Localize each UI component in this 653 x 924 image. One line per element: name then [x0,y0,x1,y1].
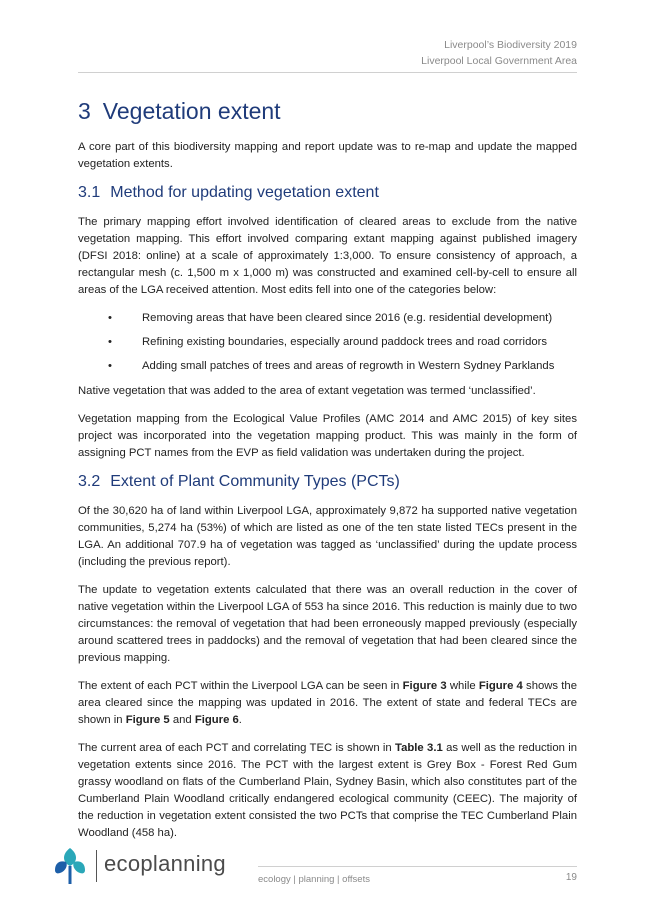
header-area: Liverpool Local Government Area [421,55,577,67]
text-run: and [169,714,195,726]
list-item-text: Adding small patches of trees and areas of regrowth in Western Sydney Parklands [142,360,555,372]
paragraph: The update to vegetation extents calculated that there was an overall reduction in the cover of native vegetation within the Liverpool LGA of 553 ha since 2016. This reduction is mainly due to two circumstances: the removal of vegetation that had been erroneously mapped previously (especially around scattered trees in paddocks) and the removal of vegetation that had been cleared since the previous mapping. [78,584,577,664]
subsection-number: 3.2 [78,473,101,490]
paragraph-table-ref [78,740,577,842]
running-header [421,37,577,69]
text-run: The current area of each PCT and correlating TEC is shown in [78,742,396,754]
table-3-1-ref[interactable]: Table 3.1 [395,742,443,754]
footer-tagline: ecology | planning | offsets [258,874,370,885]
figure-5-ref[interactable]: Figure 5 [125,714,170,726]
subsection-number: 3.1 [78,184,101,201]
header-report-title: Liverpool’s Biodiversity 2019 [444,39,577,51]
list-item-text: Removing areas that have been cleared since 2016 (e.g. residential development) [142,312,553,324]
section-heading [78,98,577,125]
list-item [78,334,577,351]
section-intro: A core part of this biodiversity mapping and report update was to re-map and update the mapped vegetation extents. [78,141,577,170]
figure-4-ref[interactable]: Figure 4 [478,680,523,692]
paragraph: The primary mapping effort involved identification of cleared areas to exclude from the native vegetation mapping. This effort involved comparing extant mapping against published imagery (DFSI 2018: online) at a scale of approximately 1:3,000. To ensure consistency of approach, a rectangular mesh (c. 1,500 m x 1,000 m) was constructed and examined cell-by-cell to ensure all areas of the LGA received attention. Most edits fell into one of the categories below: [78,216,577,296]
bullet-icon: • [108,360,112,372]
brand-name: ecoplanning [104,851,226,876]
text-run: as well as the reduction in vegetation extents since 2016. The PCT with the largest extent is Grey Box - Forest Red Gum grassy woodland on flats of the Cumberland Plain, Sydney Basin, which also constitutes part of the Cumberland Plain Woodland critically endangered ecological community (CEEC). The majority of the reduction in vegetation extent consisted the two PCTs that comprise the TEC Cumberland Plain Woodland (458 ha). [78,742,577,839]
page-content [78,98,577,853]
header-divider [78,72,577,73]
figure-6-ref[interactable]: Figure 6 [194,714,239,726]
section-number: 3 [78,98,91,124]
list-item [78,358,577,375]
list-item [78,310,577,327]
subsection-title: Method for updating vegetation extent [110,184,379,201]
list-item-text: Refining existing boundaries, especially around paddock trees and road corridors [142,336,548,348]
bullet-icon: • [108,336,112,348]
logo-separator [96,850,97,882]
subsection-heading-3-2 [78,473,577,491]
page-footer [52,846,577,886]
paragraph: Vegetation mapping from the Ecological Value Profiles (AMC 2014 and AMC 2015) of key sites project was incorporated into the vegetation mapping product. This was mainly in the form of assigning PCT names from the EVP as field validation was undertaken during the project. [78,413,577,459]
paragraph: Of the 30,620 ha of land within Liverpool LGA, approximately 9,872 ha supported native vegetation communities, 5,274 ha (53%) of which are listed as one of the ten state listed TECs present in the LGA. An additional 707.9 ha of vegetation was tagged as ‘unclassified’ during the update process (including the previous report). [78,505,577,568]
text-run: The extent of each PCT within the Liverpool LGA can be seen in [78,680,403,692]
text-run: shows the area cleared since the mapping was updated in 2016. The extent of state and federal TECs are shown in [78,680,577,726]
ecoplanning-logo-icon [52,846,88,886]
subsection-heading-3-1 [78,184,577,202]
paragraph-figure-refs [78,678,577,729]
subsection-title: Extent of Plant Community Types (PCTs) [110,473,400,490]
section-title: Vegetation extent [102,98,281,124]
bullet-list [78,310,577,375]
bullet-icon: • [108,312,112,324]
text-run: . [238,714,242,726]
page-number: 19 [565,872,577,883]
paragraph: Native vegetation that was added to the area of extant vegetation was termed ‘unclassified’. [78,385,536,397]
figure-3-ref[interactable]: Figure 3 [402,680,447,692]
text-run: while [446,680,479,692]
